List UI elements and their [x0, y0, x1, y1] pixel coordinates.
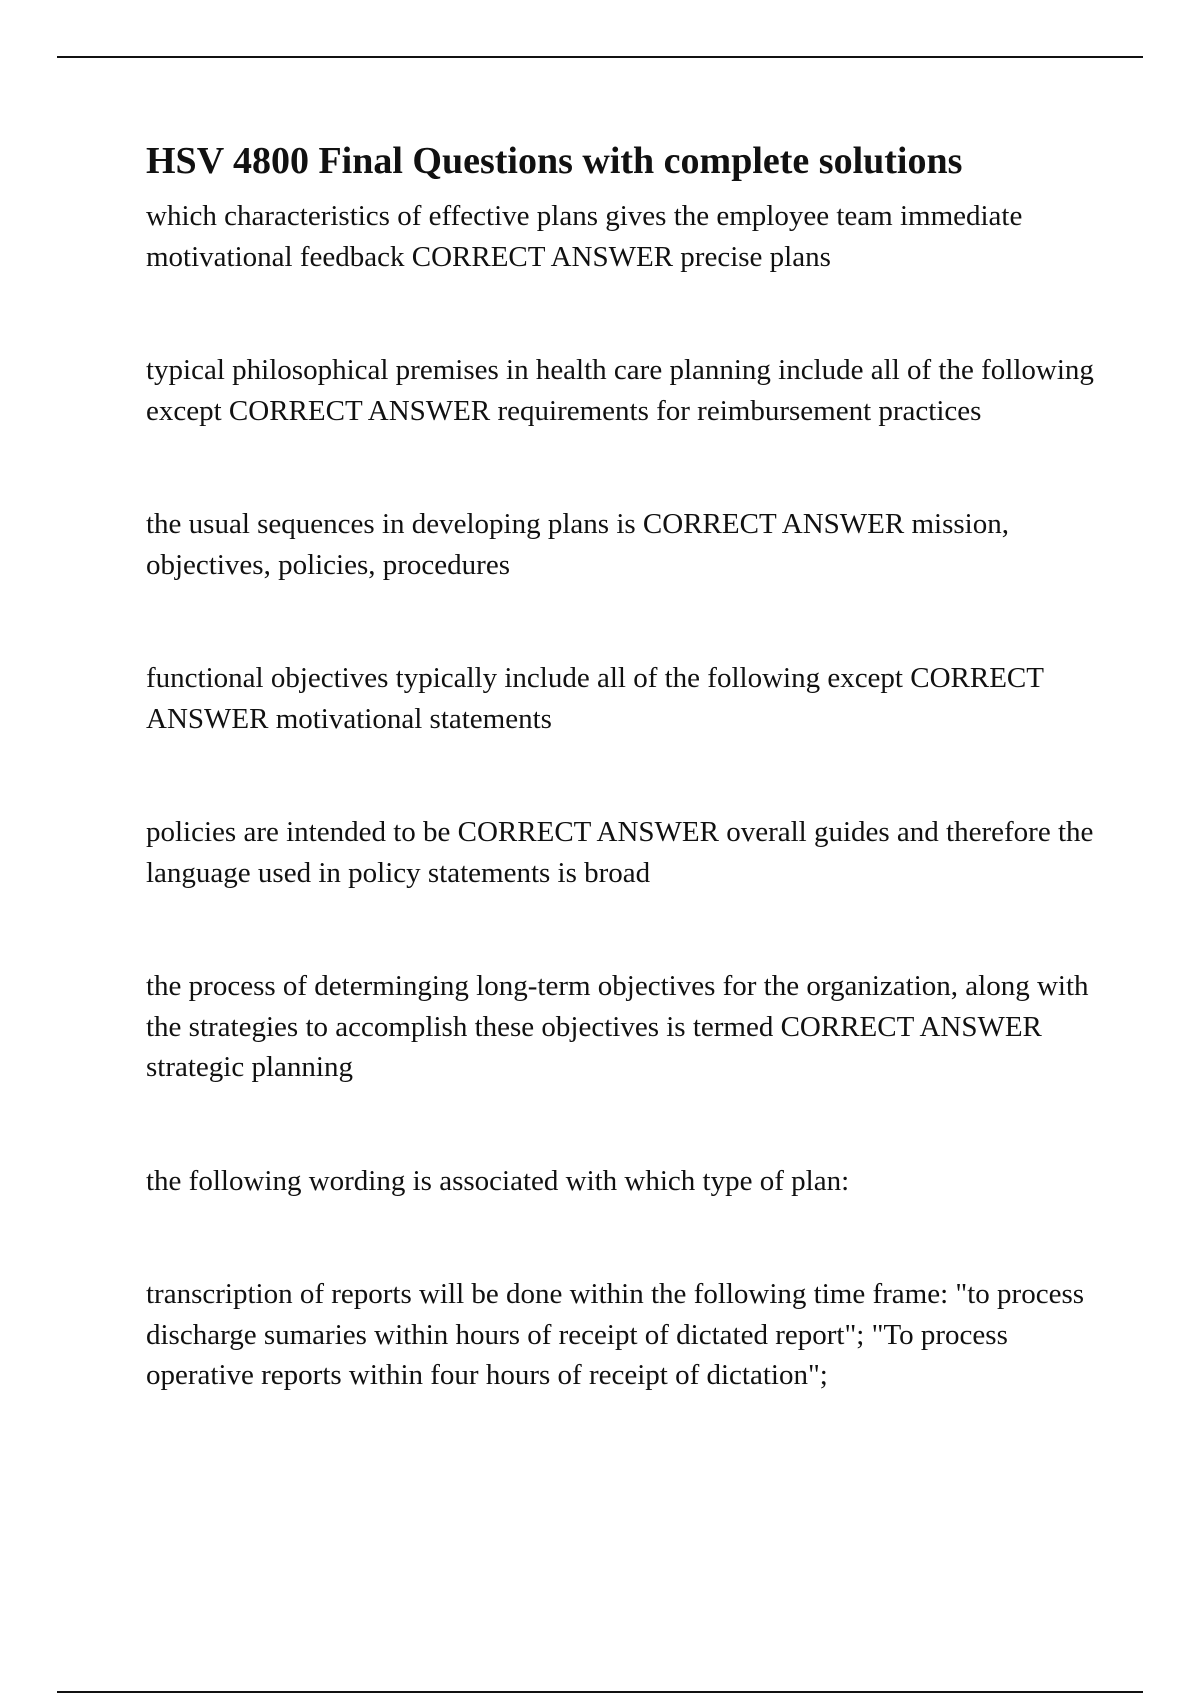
paragraph-gap	[146, 431, 1106, 504]
paragraph: functional objectives typically include all of the following except CORRECT ANSWER motivational statements	[146, 662, 1044, 735]
paragraph: the following wording is associated with which type of plan:	[146, 1164, 850, 1197]
paragraph-gap	[146, 893, 1106, 966]
paragraph-gap	[146, 739, 1106, 812]
paragraph-gap	[146, 1201, 1106, 1274]
paragraph: which characteristics of effective plans gives the employee team immediate motivational feedback CORRECT ANSWER precise plans	[146, 200, 1023, 273]
paragraph: transcription of reports will be done within the following time frame: "to process discharge sumaries within hours of receipt of dictated report"; "To process operative reports within four hours of receipt of dictation";	[146, 1278, 1085, 1391]
paragraph: the process of determinging long-term objectives for the organization, along with the strategies to accomplish these objectives is termed CORRECT ANSWER strategic planning	[146, 970, 1089, 1083]
paragraph-gap	[146, 277, 1106, 350]
document-page	[146, 138, 1106, 1396]
document-title: HSV 4800 Final Questions with complete solutions	[146, 140, 963, 182]
paragraph-gap	[146, 585, 1106, 658]
paragraph: policies are intended to be CORRECT ANSWER overall guides and therefore the language used in policy statements is broad	[146, 816, 1094, 889]
top-rule	[57, 56, 1143, 58]
paragraph-gap	[146, 1088, 1106, 1161]
bottom-rule	[57, 1691, 1143, 1693]
paragraph: the usual sequences in developing plans is CORRECT ANSWER mission, objectives, policies, procedures	[146, 508, 1009, 581]
paragraph: typical philosophical premises in health care planning include all of the following except CORRECT ANSWER requirements for reimbursement practices	[146, 354, 1094, 427]
